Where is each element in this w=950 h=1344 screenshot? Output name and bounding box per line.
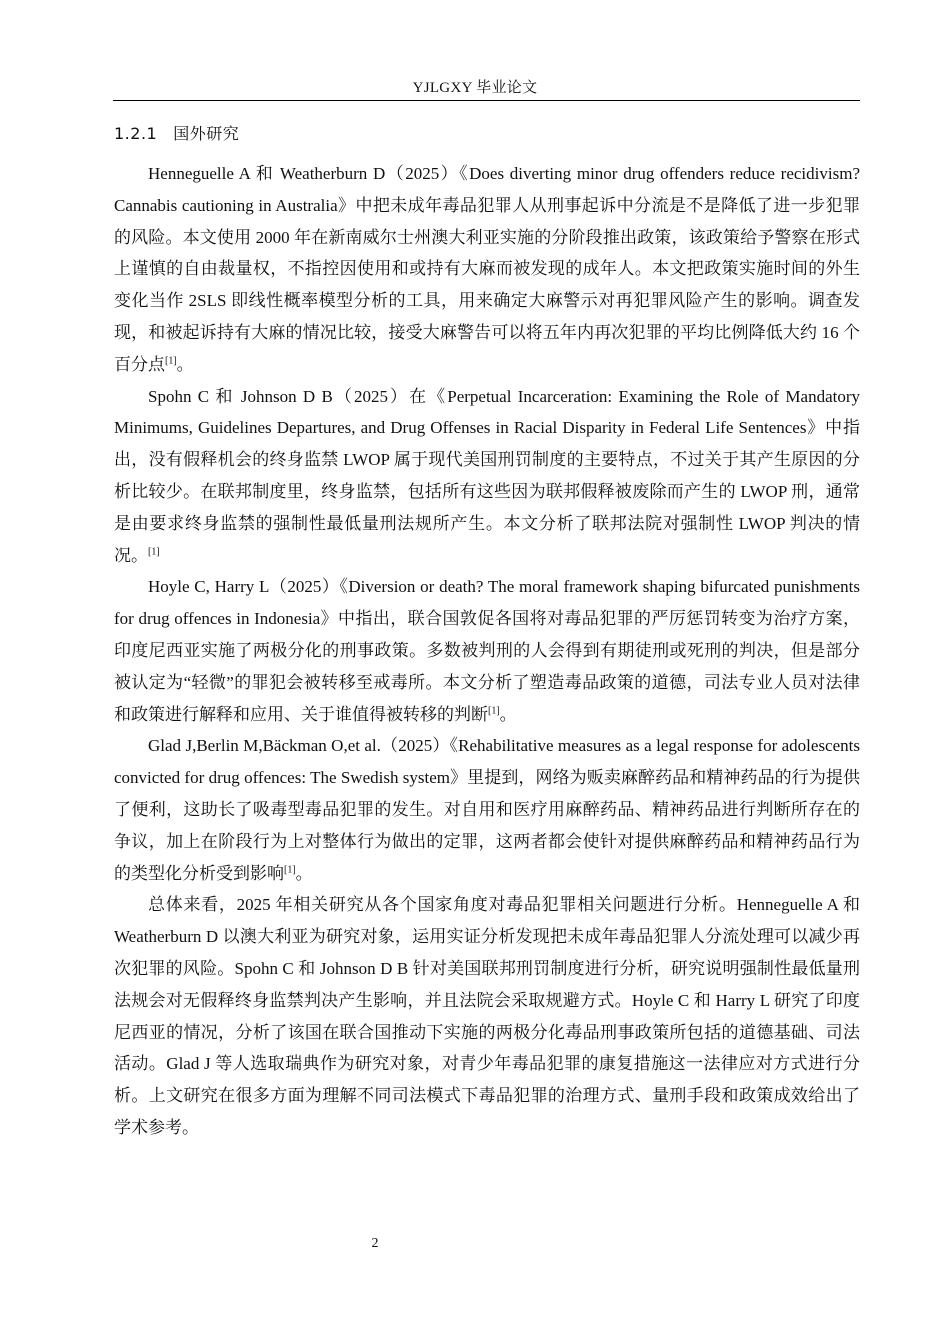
header-divider — [113, 100, 860, 101]
paragraph-text: Henneguelle A 和 Weatherburn D（2025）《Does diverting minor drug offenders reduce recidivism? Cannabis cautioning in Australia》中把未成年毒品犯罪人从刑事起诉中分流是不是降低了进一步犯罪的风险。本文使用 2000 年在新南威尔士州澳大利亚实施的分阶段推出政策，该政策给予警察在形式上谨慎的自由裁量权，不指控因使用和或持有大麻而被发现的成年人。本文把政策实施时间的外生变化当作 2SLS 即线性概率模型分析的工具，用来确定大麻警示对再犯罪风险产生的影响。调查发现，和被起诉持有大麻的情况比较，接受大麻警告可以将五年内再次犯罪的平均比例降低大约 16 个百分点 — [114, 164, 860, 374]
paragraph-henneguelle — [114, 158, 860, 381]
section-title: 国外研究 — [173, 124, 240, 143]
citation-ref: [1] — [165, 355, 177, 367]
page-number: 2 — [371, 1236, 379, 1251]
paragraph-text: Hoyle C, Harry L（2025）《Diversion or death? The moral framework shaping bifurcated punishments for drug offences in Indonesia》中指出，联合国敦促各国将对毒品犯罪的严厉惩罚转变为治疗方案，印度尼西亚实施了两极分化的刑事政策。多数被判刑的人会得到有期徒刑或死刑的判决，但是部分被认定为“轻微”的罪犯会被转移至戒毒所。本文分析了塑造毒品政策的道德，司法专业人员对法律和政策进行解释和应用、关于谁值得被转移的判断 — [114, 577, 860, 724]
paragraph-summary — [114, 889, 860, 1143]
paragraph-tail: 。 — [295, 863, 313, 883]
paragraph-hoyle — [114, 571, 860, 730]
paragraph-text: Spohn C 和 Johnson D B（2025）在《Perpetual Incarceration: Examining the Role of Mandatory Minimums, Guidelines Departures, and Drug Offenses in Racial Disparity in Federal Life Sentences》中指出，没有假释机会的终身监禁 LWOP 属于现代美国刑罚制度的主要特点，不过关于其产生原因的分析比较少。在联邦制度里，终身监禁，包括所有这些因为联邦假释被废除而产生的 LWOP 刑，通常是由要求终身监禁的强制性最低量刑法规所产生。本文分析了联邦法院对强制性 LWOP 判决的情况。 — [114, 386, 860, 565]
running-header: YJLGXY 毕业论文 — [412, 80, 538, 96]
paragraph-tail: 。 — [499, 704, 517, 724]
citation-ref: [1] — [284, 863, 296, 875]
paragraph-text: 总体来看，2025 年相关研究从各个国家角度对毒品犯罪相关问题进行分析。Henneguelle A 和 Weatherburn D 以澳大利亚为研究对象，运用实证分析发现把未成年毒品犯罪人分流处理可以减少再次犯罪的风险。Spohn C 和 Johnson D B 针对美国联邦刑罚制度进行分析，研究说明强制性最低量刑法规会对无假释终身监禁判决产生影响，并且法院会采取规避方式。Hoyle C 和 Harry L 研究了印度尼西亚的情况，分析了该国在联合国推动下实施的两极分化毒品刑事政策所包括的道德基础、司法活动。Glad J 等人选取瑞典作为研究对象，对青少年毒品犯罪的康复措施这一法律应对方式进行分析。上文研究在很多方面为理解不同司法模式下毒品犯罪的治理方式、量刑手段和政策成效给出了学术参考。 — [114, 895, 860, 1137]
paragraph-glad — [114, 730, 860, 889]
citation-ref: [1] — [148, 545, 160, 557]
body-text — [114, 158, 860, 1144]
paragraph-text: Glad J,Berlin M,Bäckman O,et al.（2025）《Rehabilitative measures as a legal response for adolescents convicted for drug offences: The Swedish system》里提到，网络为贩卖麻醉药品和精神药品的行为提供了便利，这助长了吸毒型毒品犯罪的发生。对自用和医疗用麻醉药品、精神药品进行判断所存在的争议，加上在阶段行为上对整体行为做出的定罪，这两者都会使针对提供麻醉药品和精神药品行为的类型化分析受到影响 — [114, 736, 860, 883]
paragraph-tail: 。 — [176, 354, 194, 374]
paragraph-spohn — [114, 381, 860, 572]
citation-ref: [1] — [488, 704, 500, 716]
section-number: 1.2.1 — [114, 124, 158, 143]
section-heading — [114, 121, 239, 144]
